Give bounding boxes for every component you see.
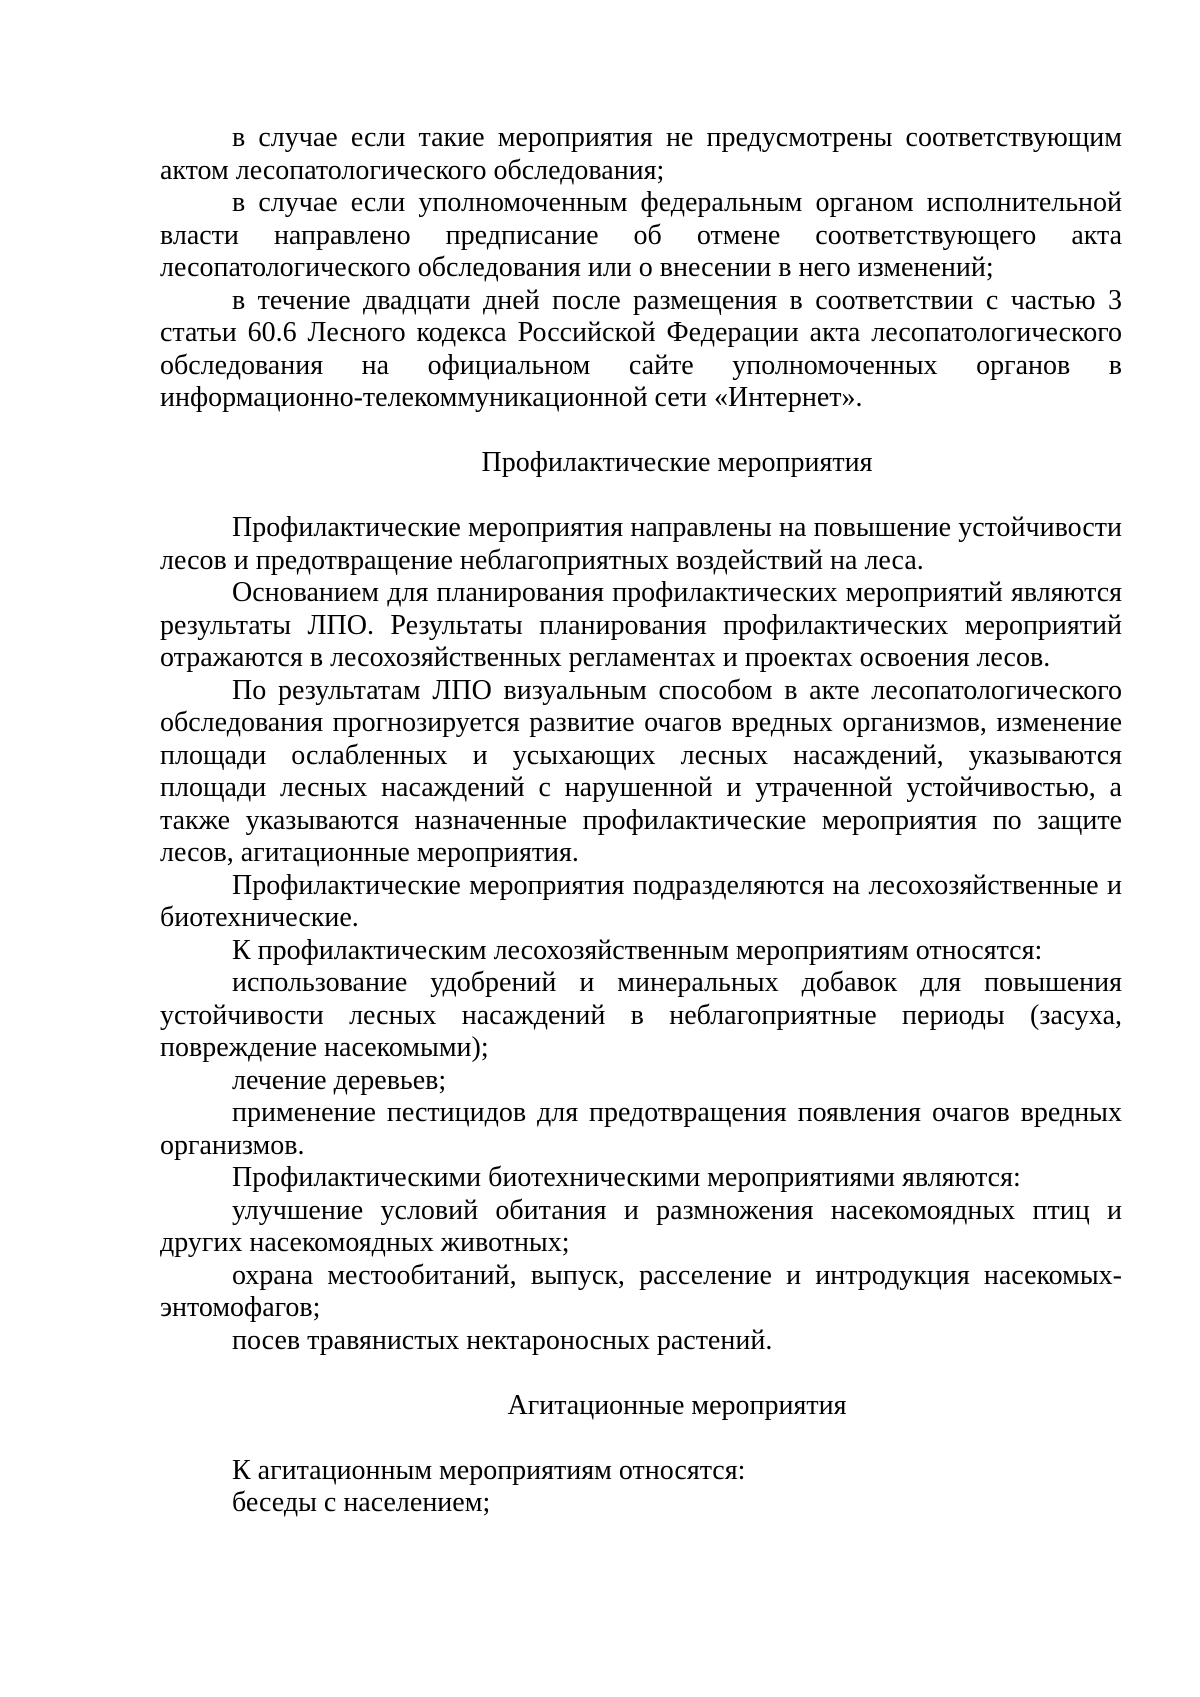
spacer [160, 1357, 1122, 1390]
section-heading-agitation: Агитационные мероприятия [507, 1389, 847, 1421]
spacer [160, 480, 1122, 513]
list-item: применение пестицидов для предотвращения появления очагов вредных организмов. [160, 1097, 1122, 1161]
list-item: использование удобрений и минеральных добавок для повышения устойчивости лесных насаждений в неблагоприятные периоды (засуха, повреждение насекомыми); [160, 967, 1122, 1063]
list-item: улучшение условий обитания и размножения насекомоядных птиц и других насекомоядных животных; [160, 1194, 1122, 1258]
paragraph: Профилактические мероприятия подразделяются на лесохозяйственные и биотехнические. [160, 869, 1122, 933]
paragraph: К агитационным мероприятиям относятся: [232, 1454, 746, 1486]
list-item: охрана местообитаний, выпуск, расселение и интродукция насекомых-энтомофагов; [160, 1259, 1122, 1323]
document-body [160, 122, 1122, 1520]
paragraph: в случае если уполномоченным федеральным органом исполнительной власти направлено предписание об отмене соответствующего акта лесопатологического обследования или о внесении в него изменений; [160, 187, 1122, 283]
paragraph: Основанием для планирования профилактических мероприятий являются результаты ЛПО. Результаты планирования профилактических мероприятий отражаются в лесохозяйственных регламентах и проектах освоения лесов. [160, 577, 1122, 673]
paragraph: Профилактические мероприятия направлены на повышение устойчивости лесов и предотвращение неблагоприятных воздействий на леса. [160, 512, 1122, 576]
list-item: лечение деревьев; [232, 1064, 447, 1096]
spacer [160, 1422, 1122, 1455]
paragraph: По результатам ЛПО визуальным способом в акте лесопатологического обследования прогнозируется развитие очагов вредных организмов, изменение площади ослабленных и усыхающих лесных насаждений, указываются площади лесных насаждений с нарушенной и утраченной устойчивостью, а также указываются назначенные профилактические мероприятия по защите лесов, агитационные мероприятия. [160, 674, 1122, 868]
paragraph: К профилактическим лесохозяйственным мероприятиям относятся: [232, 934, 1043, 966]
list-item: посев травянистых нектароносных растений. [232, 1324, 773, 1356]
section-heading-preventive: Профилактические мероприятия [481, 447, 873, 478]
paragraph: Профилактическими биотехническими мероприятиями являются: [232, 1162, 1021, 1193]
spacer [160, 415, 1122, 448]
paragraph: в течение двадцати дней после размещения в соответствии с частью 3 статьи 60.6 Лесного кодекса Российской Федерации акта лесопатологического обследования на официальном сайте уполномоченных органов в информационно-телекоммуникационной сети «Интернет». [160, 284, 1122, 413]
paragraph: в случае если такие мероприятия не предусмотрены соответствующим актом лесопатологического обследования; [160, 122, 1122, 186]
list-item: беседы с населением; [232, 1487, 491, 1518]
